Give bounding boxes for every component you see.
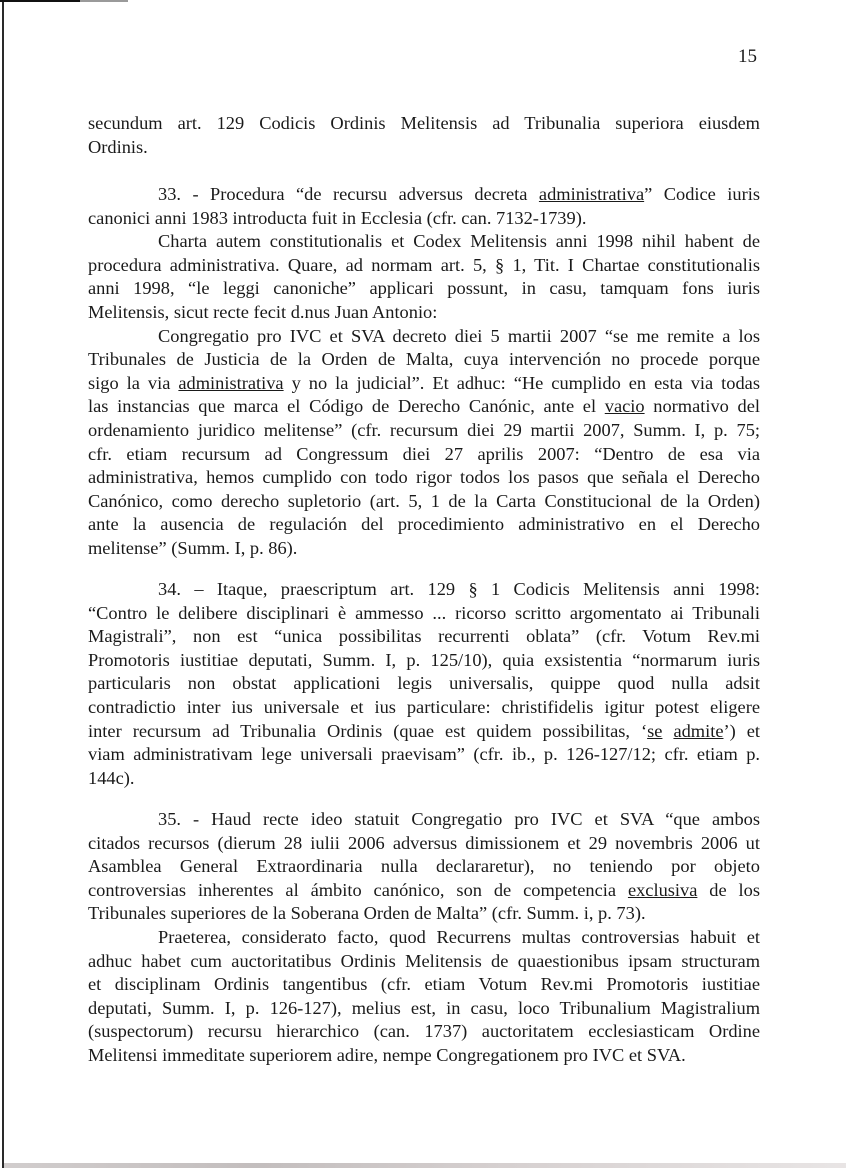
underlined-term: administrativa bbox=[178, 372, 284, 393]
text-line: Canónico, como derecho supletorio (art. 5, 1 de la Carta Constitucional de la Orden) bbox=[88, 490, 760, 511]
text-line: sigo la via administrativa y no la judicial”. Et adhuc: “He cumplido en esta via todas bbox=[88, 372, 760, 393]
text-line: adhuc habet cum auctoritatibus Ordinis Melitensis de quaestionibus ipsam structuram bbox=[88, 950, 760, 971]
text-line: Melitensis, sicut recte fecit d.nus Juan Antonio: bbox=[88, 301, 438, 322]
text-line: canonici anni 1983 introducta fuit in Ecclesia (cfr. can. 7132-1739). bbox=[88, 207, 587, 228]
underlined-term: admite bbox=[673, 720, 724, 741]
text-line: 144c). bbox=[88, 767, 135, 788]
text-line: procedura administrativa. Quare, ad normam art. 5, § 1, Tit. I Chartae constitutionalis bbox=[88, 254, 760, 275]
text-line: las instancias que marca el Código de Derecho Canónic, ante el vacio normativo del bbox=[88, 396, 760, 417]
text-line: administrativa, hemos cumplido con todo rigor todos los pasos que señala el Derecho bbox=[88, 467, 760, 488]
underlined-term: administrativa bbox=[538, 184, 645, 204]
underlined-term: exclusiva bbox=[627, 879, 698, 900]
text-line: inter recursum ad Tribunalia Ordinis (quae est quidem possibilitas, ‘se admite’) et bbox=[88, 720, 760, 741]
text-line: ante la ausencia de regulación del procedimiento administrativo en el Derecho bbox=[88, 514, 760, 535]
text-line: Promotoris iustitiae deputati, Summ. I, p. 125/10), quia exsistentia “normarum iuris bbox=[88, 649, 760, 670]
text-line: Tribunales de Justicia de la Orden de Malta, cuya intervención no procede porque bbox=[88, 349, 760, 370]
text-line: melitense” (Summ. I, p. 86). bbox=[88, 537, 298, 558]
scan-top-border-faint bbox=[80, 0, 128, 2]
paragraph-34 bbox=[88, 578, 760, 790]
scan-bottom-artifact bbox=[4, 1163, 846, 1168]
text-line: deputati, Summ. I, p. 126-127), melius est, in casu, loco Tribunalium Magistralium bbox=[88, 997, 760, 1018]
text-line: Praeterea, considerato facto, quod Recurrens multas controversias habuit et bbox=[158, 926, 760, 947]
text-line: “Contro le delibere disciplinari è ammesso ... ricorso scritto argomentato ai Tribunali bbox=[88, 602, 760, 623]
paragraph-continuation bbox=[88, 112, 760, 159]
text-line: viam administrativam lege universali praevisam” (cfr. ib., p. 126-127/12; cfr. etiam p. bbox=[88, 744, 760, 765]
text-line: anni 1998, “le leggi canoniche” applicari possunt, in casu, tamquam fons iuris bbox=[88, 278, 760, 299]
text-line: et disciplinam Ordinis tangentibus (cfr. etiam Votum Rev.mi Promotoris iustitiae bbox=[88, 974, 760, 995]
text-line: 35. - Haud recte ideo statuit Congregatio pro IVC et SVA “que ambos bbox=[158, 809, 760, 829]
text-line: Tribunales superiores de la Soberana Orden de Malta” (cfr. Summ. i, p. 73). bbox=[88, 903, 646, 924]
text-line: citados recursos (dierum 28 iulii 2006 adversus dimissionem et 29 novembris 2006 ut bbox=[88, 832, 760, 853]
text-line: Ordinis. bbox=[88, 136, 148, 157]
text-line: 33. - Procedura “de recursu adversus decreta administrativa” Codice iuris bbox=[158, 184, 760, 204]
text-line: cfr. etiam recursum ad Congressum diei 27 aprilis 2007: “Dentro de esa via bbox=[88, 443, 760, 464]
text-line: 34. – Itaque, praescriptum art. 129 § 1 Codicis Melitensis anni 1998: bbox=[158, 579, 760, 599]
text-line: Congregatio pro IVC et SVA decreto diei 5 martii 2007 “se me remite a los bbox=[158, 325, 760, 346]
text-line: Melitensi immeditate superiorem adire, nempe Congregationem pro IVC et SVA. bbox=[88, 1044, 686, 1065]
text-line: secundum art. 129 Codicis Ordinis Melitensis ad Tribunalia superiora eiusdem bbox=[88, 113, 760, 133]
text-line: (suspectorum) recursu hierarchico (can. 1737) auctoritatem ecclesiasticam Ordine bbox=[88, 1021, 760, 1042]
underlined-term: vacio bbox=[604, 396, 645, 417]
text-line: Asamblea General Extraordinaria nulla declararetur), no teniendo por objeto bbox=[88, 856, 760, 877]
scan-left-border bbox=[2, 0, 4, 1168]
paragraph-35 bbox=[88, 808, 760, 1068]
scan-top-border bbox=[0, 0, 80, 2]
text-line: Magistrali”, non est “unica possibilitas recurrenti oblata” (cfr. Votum Rev.mi bbox=[88, 626, 760, 647]
paragraph-33 bbox=[88, 183, 760, 561]
page-number: 15 bbox=[738, 46, 757, 67]
text-line: particularis non obstat applicationi legis universalis, quippe quod nulla adsit bbox=[88, 673, 760, 694]
underlined-term: se bbox=[647, 720, 663, 741]
text-line: contradictio inter ius universale et ius particulare: christifidelis igitur potest eligere bbox=[88, 696, 760, 717]
text-line: controversias inherentes al ámbito canónico, son de competencia exclusiva de los bbox=[88, 879, 760, 900]
text-line: ordenamiento juridico melitense” (cfr. recursum diei 29 martii 2007, Summ. I, p. 75; bbox=[88, 419, 760, 440]
text-line: Charta autem constitutionalis et Codex Melitensis anni 1998 nihil habent de bbox=[158, 231, 760, 252]
